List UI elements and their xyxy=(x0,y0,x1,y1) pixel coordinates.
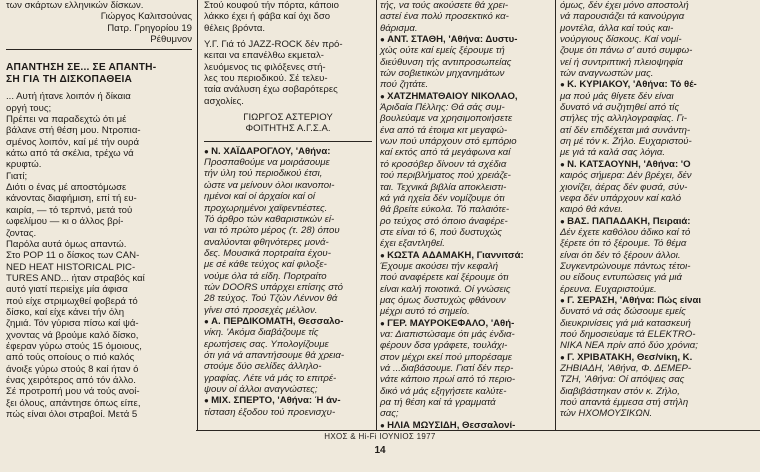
reply-text-line: μέχρι αυτό τό σημείο. xyxy=(380,306,470,318)
reply-text-line: χιονίζει, άέρας δέν φυσά, σύν- xyxy=(560,181,688,193)
reply-recipient: ● Κ. ΚΥΡΙΑΚΟΥ, 'Αθήνα: Τό θέ- xyxy=(560,79,756,90)
body-text-line: κειται να επανέλθω εκμεταλ- xyxy=(204,50,324,62)
reply-text-line: τών αναγνωστών μας. xyxy=(560,68,654,80)
body-text-line: κάνοντας διαφήμιση, επί τή ευ- xyxy=(6,193,137,205)
reply-text-line: με γιά τά καλά σας λόγια. xyxy=(560,147,666,159)
reply-list xyxy=(380,34,550,431)
body-text-line: ζοντας. xyxy=(6,227,37,239)
body-text-line: σμένος λοιπόν, καί μέ τήν ουρά xyxy=(6,136,140,148)
body-text-line: ταία ανάλυση έχω σοβαρότερες xyxy=(204,84,338,96)
body-text-line: κάτω από τά σκέλια, τρέχω νά xyxy=(6,148,134,160)
reply-text-line: διευκρινίσεις γιά μιά κατασκευή xyxy=(560,317,691,329)
reply-text-line: ζουμε ότι πάνω σ' αυτό συμφω- xyxy=(560,45,693,57)
reply-text-line: Έχουμε ακούσει τήν κεφαλή xyxy=(380,260,499,272)
reply-text-line: ται. Τεχνικά βιβλία αποκλειστι- xyxy=(380,181,507,193)
body-text-line: έφεραν γύρω στούς 15 όμοιους, xyxy=(6,340,142,352)
reply-text-line: όμως, δέν έχει μόνο αποστολή xyxy=(560,0,689,11)
reply-text-line: δυνατό νά συζητηθεί από τίς xyxy=(560,102,680,114)
column-divider xyxy=(197,0,198,430)
reply-text-line: βουλεύαμε να χρησιμοποιήσετε xyxy=(380,113,513,125)
reply-text-line: τής, να τούς ακούσετε θά χρει- xyxy=(380,0,509,11)
reply-recipient: ● ΗΛΙΑ ΜΩΥΣΙΔΗ, Θεσσαλονί- xyxy=(380,420,550,431)
reply-text-line: ημένοι καί οί άρχαίοι καί οί xyxy=(204,191,315,203)
reply-text-line: ώστε να μείνουν όλοι ικανοποι- xyxy=(204,179,335,191)
reply-text-line: NIKA ΝΕΑ πρίν από δύο χρόνια; xyxy=(560,340,698,352)
signature-title: ΦΟΙΤΗΤΗΣ Α.Γ.Σ.Α. xyxy=(245,123,331,135)
reply-text-line: νεί ή συντριπτική πλειοψηφία xyxy=(560,56,683,68)
reply-recipient: ● ΜΙΧ. ΣΠΕΡΤΟ, 'Αθήνα: Ή άν- xyxy=(204,395,372,406)
reply-text-line: Προσπαθούμε να μοιράσουμε xyxy=(204,157,330,169)
reply-text-line: ότι γιά νά απαντήσουμε θά χρεια- xyxy=(204,349,345,361)
reply-text-line: θά βρείτε εύκολα. Τό παλαιότε- xyxy=(380,204,510,216)
reply-recipient: ● ΓΕΡ. ΜΑΥΡΟΚΕΦΑΛΟ, 'Αθή- xyxy=(380,318,550,329)
reply-text-line: κά γιά ηχεία δέν νομίζουμε ότι xyxy=(380,192,505,204)
reply-recipient: ● ΚΩΣΤΑ ΑΔΑΜΑΚΗ, Γιαννιτσά: xyxy=(380,250,550,261)
body-text-line: Διότι ο ένας μέ αποστόμωσε xyxy=(6,182,127,194)
body-text-line: ξει όλους, απάντησε όπως είπε, xyxy=(6,397,141,409)
reply-text-line: στε είναι τό 6, πού δυστυχώς xyxy=(380,226,502,238)
body-text-line: Σέ προτροπή μου νά τούς ανοί- xyxy=(6,386,140,398)
reply-text-line: ση μέ τόν κ. Ζήλο. Ευχαριστού- xyxy=(560,136,692,148)
reply-recipient: ● Γ. ΣΕΡΑΣΗ, 'Αθήνα: Πώς είναι xyxy=(560,295,756,306)
footer-rule xyxy=(196,430,760,431)
reply-recipient: ● ΧΑΤΖΗΜΑΤΘΑΙΟΥ ΝΙΚΟΛΑΟ, xyxy=(380,91,550,102)
column-1 xyxy=(6,0,192,425)
reply-text-line: νεφα δέν υπάρχουν καί καλό xyxy=(560,192,682,204)
body-text-line: Υ.Γ. Γιά τό JAZZ-ROCK δέν πρό- xyxy=(204,39,343,51)
body-text-line: λες του περιοδικού. Σέ τελευ- xyxy=(204,73,328,85)
reply-text-line: νων πού υπάρχουν στό εμπόριο xyxy=(380,136,517,148)
reply-text-line: πού αναφέρετε καί ξέρουμε ότι xyxy=(380,272,509,284)
body-text-line: Στού κουφού τήν πόρτα, κάποιο xyxy=(204,0,340,11)
reply-text-line: να: Διαπιστώσαμε ότι μάς ένδια- xyxy=(380,328,515,340)
reply-text-line: έρευνα. Ευχαριστούμε. xyxy=(560,283,657,295)
column-2 xyxy=(204,0,372,425)
reply-text-line: διεύθυνση τής αντιπροσωπείας xyxy=(380,56,512,68)
reply-text-line: νά παρουσιάζει τά καινούργια xyxy=(560,11,685,23)
reply-text-line: δυνατό νά σάς δώσουμε εμείς xyxy=(560,306,686,318)
column-divider xyxy=(376,0,377,430)
column-divider xyxy=(555,0,556,430)
reply-text-line: νούμε όλα τά είδη. Πορτραίτο xyxy=(204,270,327,282)
reply-list xyxy=(204,146,372,418)
body-text-line: αυτό γιατί περιείχε μία άφισα xyxy=(6,284,128,296)
divider xyxy=(204,141,372,142)
reply-text-line: καιρό θά κάνει. xyxy=(560,204,624,216)
reply-text-line: ένα από τά έτοιμα κιτ μεγαφώ- xyxy=(380,124,508,136)
reply-text-line: νά ...διαβάσουμε. Γιατί δέν περ- xyxy=(380,363,514,374)
reply-text-line: Τό άρθρο τών καθαριστικών εί- xyxy=(204,213,335,225)
body-text-line: καιρία, — τό τερπνό, μετά τού xyxy=(6,204,133,216)
reply-text-line: φέρουν δσα γράφετε, τουλάχι- xyxy=(380,340,508,352)
body-text-line: ασχολίες. xyxy=(204,95,244,107)
reply-text-line: νάτε κάποιο πρωί από τό περιο- xyxy=(380,374,516,386)
reply-text-line: νούργιους δίσκους. Καί νομί- xyxy=(560,34,682,46)
reply-text-line: καιρός σήμερα: Δέν βρέχει, δέν xyxy=(560,170,692,182)
reply-text-line: ψουν οί άλλοι αναγνώστες; xyxy=(204,384,318,395)
divider xyxy=(6,49,192,50)
body-text-line: Πρέπει να παραδεχτώ ότι μέ xyxy=(6,114,127,126)
page-footer xyxy=(0,430,760,472)
reply-text-line: είναι ότι δέν τό ξέρουν άλλοι. xyxy=(560,249,681,261)
reply-text-line: γίνει στό προσεχές μέλλον. xyxy=(204,304,318,316)
reply-continuation xyxy=(560,0,756,79)
reply-text-line: ερωτήσεις σας. Υπολογίζουμε xyxy=(204,338,329,350)
reply-recipient: ● Ν. ΚΑΤΣΑΟΥΝΗ, 'Αθήνα: 'Ο xyxy=(560,159,756,170)
body-text-line: Παρόλα αυτά όμως απαντώ. xyxy=(6,238,127,250)
page-number: 14 xyxy=(374,445,386,456)
reply-text-line: ου είδους εντυπώσεις γιά μιά xyxy=(560,272,682,284)
body-text-line: Στο POP 11 ο δίσκος των CAN- xyxy=(6,250,140,262)
body-text-line: λευόμενος τις φιλόξενες στή- xyxy=(204,61,326,73)
reply-text-line: τών σοβιετικών μηχανημάτων xyxy=(380,68,505,80)
reply-text-line: χώς ούτε καί εμείς ξέρουμε τή xyxy=(380,45,505,57)
reply-text-line: τών DOORS υπάρχει επίσης στό xyxy=(204,281,343,293)
reply-text-line: πού απαντά έμμεσα στή στήλη xyxy=(560,397,689,409)
reply-text-line: μας όμως δυστυχώς φθάνουν xyxy=(380,294,506,306)
body-text-line: βάλανε στή θέση μου. Ντροπια- xyxy=(6,125,141,137)
reply-text-line: τού περιβλήματος πού χρειάζε- xyxy=(380,170,511,182)
reply-text-line: Συγκεντρώνουμε πάντως τέτοι- xyxy=(560,260,691,272)
body-text-line: από τούς οποίους ο πιό καλός xyxy=(6,352,135,364)
signature-name: ΓΙΩΡΓΟΣ ΑΣΤΕΡΙΟΥ xyxy=(243,112,333,124)
reply-recipient: ● ΒΑΣ. ΠΑΠΑΔΑΚΗ, Πειραιά: xyxy=(560,216,756,227)
reply-text-line: ξέρετε ότι τό ξέρουμε. Τό θέμα xyxy=(560,238,687,250)
reply-recipient: ● Α. ΠΕΡΔΙΚΟΜΑΤΗ, Θεσσαλο- xyxy=(204,316,372,327)
reply-text-line: σας; xyxy=(380,408,399,420)
reply-text-line: θάρισμα. xyxy=(380,22,418,34)
reply-text-line: στούμε δύο σελίδες άλληλο- xyxy=(204,361,322,373)
body-text-line: οργή τους; xyxy=(6,102,52,114)
body-text-line: ... Αυτή ήτανε λοιπόν ή δίκαια xyxy=(6,91,131,103)
column-4 xyxy=(560,0,756,425)
reply-text-line: μα πού μάς θίγετε δέν είναι xyxy=(560,90,674,102)
reply-text-line: στήλες τής αλληλογραφίας. Γι- xyxy=(560,113,687,125)
body-text-line: Γιατί; xyxy=(6,170,28,182)
reply-text-line: ατί δέν επιδέχεται μιά συνάντη- xyxy=(560,124,691,136)
reply-text-line: πού ζητάτε. xyxy=(380,79,429,91)
reply-text-line: αστεί ένα πολύ προσεκτικό κα- xyxy=(380,11,509,23)
reply-list xyxy=(560,79,756,419)
reply-text-line: διαβιβάστηκαν στόν κ. Ζήλο, xyxy=(560,385,680,397)
reply-text-line: τών ΗΧΟΜΟΥΣΙΚΩΝ. xyxy=(560,408,653,420)
body-text-line: λάκκο έχει ή φάβα καί όχι δσο xyxy=(204,11,331,23)
body-text-line: ωφελίμου — κι ο άλλος βρί- xyxy=(6,216,124,228)
reply-text-line: Άριδαία Πέλλης: Θά σάς συμ- xyxy=(380,102,505,114)
letter-ending xyxy=(204,0,372,34)
section-heading-line-1: ΑΠΑΝΤΗΣΗ ΣΕ... ΣΕ ΑΠΑΝΤΗ- xyxy=(6,62,157,74)
column-3 xyxy=(380,0,550,431)
reply-text-line: στον μέχρι εκεί πού μπορέσαμε xyxy=(380,351,512,363)
reply-text-line: νίκη. 'Ακόμα διαβάζουμε τίς xyxy=(204,327,319,339)
reply-text-line: καί εκτός από τά μεγάφωνα καί xyxy=(380,147,511,159)
body-text-line: δίσκο, καί είχε κάνει τήν όλη xyxy=(6,306,125,318)
reply-recipient: ● Γ. ΧΡΙΒΑΤΑΚΗ, Θεσ/νίκη, Κ. xyxy=(560,352,756,363)
reply-text-line: δικό νά μάς εξηγήσετε καλύτε- xyxy=(380,385,507,397)
letter-body xyxy=(6,91,192,420)
signature-city: Ρέθυμνον xyxy=(150,34,192,46)
reply-text-line: ρα τή θέση καί τά γραμματά xyxy=(380,397,496,409)
reply-text-line: μοντέλα, άλλα καί τούς και- xyxy=(560,22,674,34)
reply-continuation xyxy=(380,0,550,34)
reply-text-line: γραφίας. Λέτε νά μάς το επιτρέ- xyxy=(204,372,337,384)
reply-text-line: είναι καλή ποιοτικά. Οί γνώσεις xyxy=(380,283,511,295)
body-text-line: άνοιξε γύρω στούς 8 καί ήταν ό xyxy=(6,363,139,375)
reply-text-line: ΤΖΗ, 'Αθήνα: Οί απόψεις σας xyxy=(560,374,685,386)
reply-text-line: έχει εξαντληθεί. xyxy=(380,238,445,250)
body-text-line: ζημιά. Τόν γύρισα πίσω καί ψά- xyxy=(6,318,139,330)
signature-address: Πατρ. Γρηγορίου 19 xyxy=(107,22,192,34)
signature-name: Γιώργος Καλιτσούνας xyxy=(100,11,192,23)
reply-text-line: αναλύονται φθηνότερες μονά- xyxy=(204,236,329,248)
letter-closing-line: των σκάρτων ελληνικών δίσκων. xyxy=(6,0,144,11)
section-heading-line-2: ΣΗ ΓΙΑ ΤΗ ΔΙΣΚΟΠΑΘΕΙΑ xyxy=(6,74,133,86)
reply-text-line: τίσταση έξοδου τού προενισχυ- xyxy=(204,406,336,418)
reply-text-line: τήν ύλη τού περιοδικού έτσι, xyxy=(204,168,323,180)
reply-recipient: ● Ν. ΧΑΪΔΑΡΟΓΛΟΥ, 'Αθήνα: xyxy=(204,146,372,157)
postscript xyxy=(204,39,372,107)
reply-text-line: ΖΗΒΙΑΔΗ, 'Αθήνα, Φ. ΔΕΜΕΡ- xyxy=(560,363,692,374)
reply-text-line: προχωρημένοι χαϊφεντιέστες. xyxy=(204,202,328,214)
body-text-line: πού είχε στριμωχθεί φοβερά τό xyxy=(6,295,138,307)
reply-text-line: πού δημοσιεύαμε τά ELEKTRO- xyxy=(560,328,696,340)
body-text-line: NED HEAT HISTORICAL PIC- xyxy=(6,261,136,273)
body-text-line: χνοντας νά βρούμε καλό δίσκο, xyxy=(6,329,139,341)
body-text-line: θέλεις βρόντα. xyxy=(204,22,266,34)
reply-text-line: δες. Μουσικά πορτραίτα έχου- xyxy=(204,247,331,259)
running-head: ΗΧΟΣ & Hi-Fi ΙΟΥΝΙΟΣ 1977 xyxy=(324,432,436,441)
reply-text-line: τό κροσόβερ δίνουν τά σχέδια xyxy=(380,158,507,170)
reply-text-line: 28 τεύχος. Τού Τζών Λέννον θά xyxy=(204,293,338,305)
reply-text-line: Δέν έχετε καθόλου άδικο καί τό xyxy=(560,226,691,238)
reply-text-line: με σέ κάθε τεύχος καί φιλοξε- xyxy=(204,259,327,271)
reply-recipient: ● ΑΝΤ. ΣΤΑΘΗ, 'Αθήνα: Δυστυ- xyxy=(380,34,550,45)
reply-text-line: ναι τό πρώτο μέρος (τ. 28) όπου xyxy=(204,225,340,237)
body-text-line: TURES AND... ήταν στραβός καί xyxy=(6,272,145,284)
reply-text-line: ρο τεύχος στό όποιο άναφέρε- xyxy=(380,215,508,227)
body-text-line: ένας χειρότερος από τόν άλλο. xyxy=(6,374,136,386)
body-text-line: κρυφτώ. xyxy=(6,159,42,171)
body-text-line: πώς είναι όλοι στραβοί. Μετά 5 xyxy=(6,409,138,420)
